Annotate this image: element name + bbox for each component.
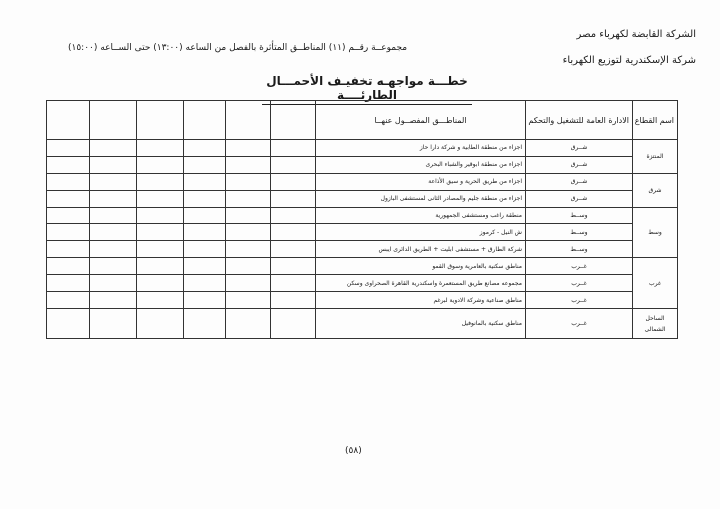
area-cell: ش النيل - كرموز: [316, 224, 526, 241]
load-shedding-table: [46, 100, 678, 339]
area-cell: اجزاء من منطقة جليم والمصادر الثانى لمستشفى البازول: [316, 190, 526, 207]
table-row: [47, 156, 678, 173]
table-row: [47, 309, 678, 339]
group-line: مجموعــة رقــم (١١) المناطــق المتأثرة بالفصل من الساعه (١٣:٠٠) حتى الســاعه (١٥:٠٠): [68, 43, 408, 53]
management-cell: شــرق: [526, 156, 633, 173]
management-cell: غــرب: [526, 309, 633, 339]
management-cell: وســط: [526, 241, 633, 258]
distribution-company-name: شركة الإسكندرية لتوزيع الكهرباء: [562, 55, 696, 66]
table-row: [47, 173, 678, 190]
header-blank: [271, 101, 316, 140]
sector-cell: المنتزة: [633, 140, 678, 174]
area-cell: مناطق سكنية بالعامرية وسوق القمو: [316, 258, 526, 275]
header-blank: [90, 101, 137, 140]
page-number: (٥٨): [345, 446, 362, 456]
header-management: الادارة العامة للتشغيل والتحكم: [526, 101, 633, 140]
management-cell: شــرق: [526, 190, 633, 207]
header-areas: المناطـــق المفصــول عنهــا: [316, 101, 526, 140]
sector-cell: وسط: [633, 207, 678, 258]
header-blank: [226, 101, 271, 140]
management-cell: غــرب: [526, 275, 633, 292]
management-cell: غــرب: [526, 292, 633, 309]
area-cell: مناطق صناعية وشركة الادوية لبرغم: [316, 292, 526, 309]
area-cell: شركة الطارق + مستشفى ابليت + الطريق الدائرى ايبس: [316, 241, 526, 258]
table-row: [47, 292, 678, 309]
management-cell: شــرق: [526, 173, 633, 190]
sector-cell: شرق: [633, 173, 678, 207]
management-cell: شــرق: [526, 140, 633, 157]
sector-cell: غرب: [633, 258, 678, 309]
company-header: [563, 22, 696, 74]
table-row: [47, 241, 678, 258]
area-cell: اجزاء من منطقة ابوقير والشباء البحرى: [316, 156, 526, 173]
area-cell: اجزاء من منطقة الطابية و شركة دارا حاز: [316, 140, 526, 157]
area-cell: منطقة راغب ومستشفى الجمهورية: [316, 207, 526, 224]
table-row: [47, 190, 678, 207]
table-row: [47, 258, 678, 275]
table-row: [47, 140, 678, 157]
header-blank: [47, 101, 90, 140]
table-row: [47, 224, 678, 241]
sector-cell: الساحل الشمالى: [633, 309, 678, 339]
management-cell: وســط: [526, 207, 633, 224]
holding-company-name: الشركة القابضة لكهرباء مصر: [576, 29, 696, 40]
area-cell: اجزاء من طريق الحرية و سيق الأذاعة: [316, 173, 526, 190]
area-cell: مناطق سكنية بالمانوفيل: [316, 309, 526, 339]
header-blank: [184, 101, 226, 140]
table-header-row: [47, 101, 678, 140]
area-cell: مجموعه مصانع طريق المستعمرة واسكندرية القاهرة الصحراوى وسكن: [316, 275, 526, 292]
header-blank: [137, 101, 184, 140]
header-sector: اسم القطاع: [633, 101, 678, 140]
table-row: [47, 275, 678, 292]
document-title: خطـــة مواجهـه تخفيـف الأحمـــال الطارئــــة: [262, 74, 472, 105]
management-cell: وســط: [526, 224, 633, 241]
table-row: [47, 207, 678, 224]
management-cell: غــرب: [526, 258, 633, 275]
